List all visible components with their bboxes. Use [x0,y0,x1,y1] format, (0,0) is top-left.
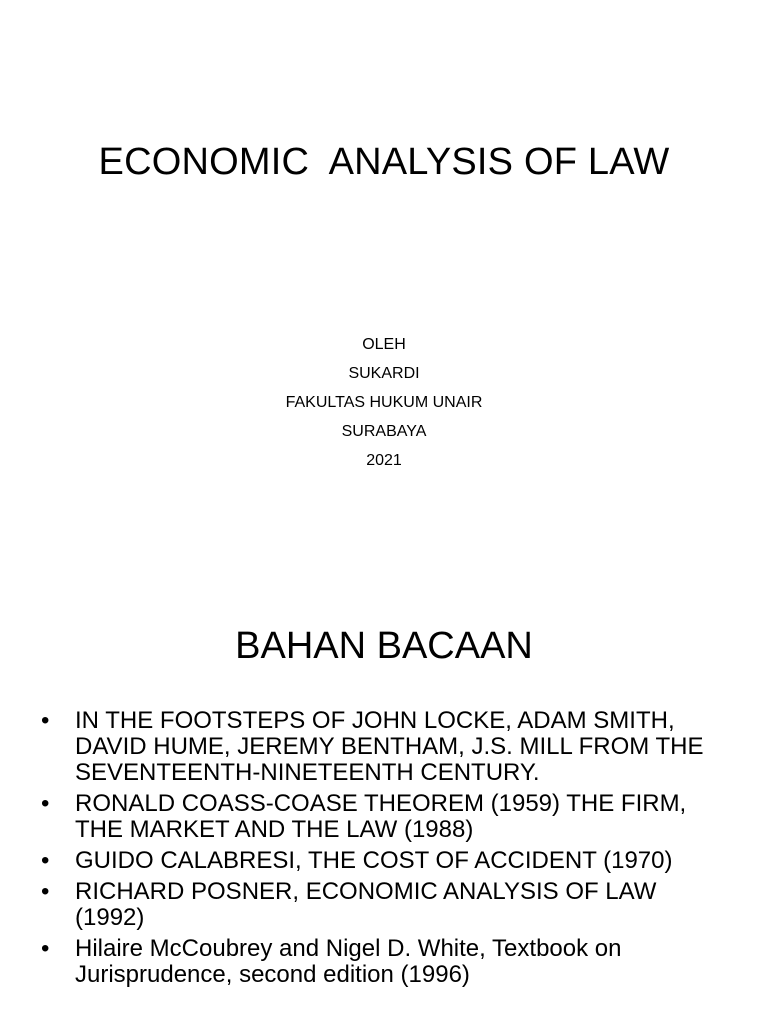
reading-list [0,708,768,993]
subtitle-line-year: 2021 [366,452,402,469]
list-item-text: RICHARD POSNER, ECONOMIC ANALYSIS OF LAW (1992) [75,878,657,931]
list-item [0,708,768,786]
bullet-icon: • [41,878,50,905]
list-item [0,791,768,843]
list-item [0,879,768,931]
list-item-text: GUIDO CALABRESI, THE COST OF ACCIDENT (1970) [75,847,673,874]
presentation-title: ECONOMIC ANALYSIS OF LAW [98,141,670,183]
list-item-text: RONALD COASS-COASE THEOREM (1959) THE FIRM, THE MARKET AND THE LAW (1988) [75,790,687,843]
subtitle-line-author: SUKARDI [348,365,420,382]
author-info [0,333,768,478]
subtitle-line-by: OLEH [362,336,406,353]
subtitle-line-faculty: FAKULTAS HUKUM UNAIR [285,394,483,411]
list-item [0,936,768,988]
bullet-icon: • [41,707,50,734]
list-item-text: Hilaire McCoubrey and Nigel D. White, Textbook on Jurisprudence, second edition (1996) [75,935,622,988]
list-item-text: IN THE FOOTSTEPS OF JOHN LOCKE, ADAM SMITH, DAVID HUME, JEREMY BENTHAM, J.S. MILL FROM THE SEVENTEENTH-NINETEENTH CENTURY. [75,707,704,786]
reading-list-title: BAHAN BACAAN [235,625,533,667]
list-item [0,848,768,874]
bullet-icon: • [41,935,50,962]
bullet-icon: • [41,847,50,874]
bullet-icon: • [41,790,50,817]
slide-reading-list [0,512,768,1024]
subtitle-line-city: SURABAYA [341,423,427,440]
